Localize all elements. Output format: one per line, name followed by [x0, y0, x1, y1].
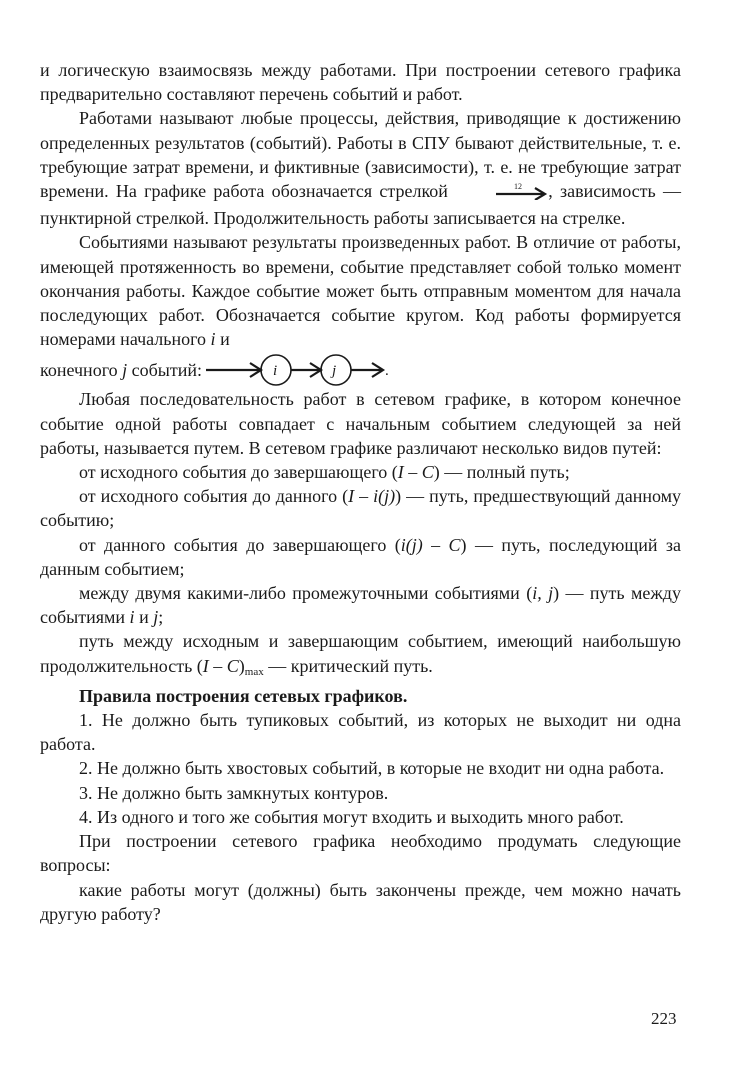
- var-i: i: [210, 329, 216, 350]
- formula-intermediate-path: i, j: [532, 583, 554, 604]
- chain-text-b: событий:: [131, 360, 203, 381]
- page-number: 223: [651, 1009, 677, 1028]
- body-text: [40, 58, 681, 926]
- rule-3: 3. Не должно быть замкнутых контуров.: [79, 782, 389, 803]
- path-intermediate: между двумя какими-либо промежуточными событиями (i, j) — путь между событиями i и j;: [40, 583, 681, 628]
- path-full: от исходного события до завершающего (I – C) — полный путь;: [79, 462, 570, 483]
- formula-critical-path: I – C: [202, 655, 239, 676]
- event-node-j-label: j: [332, 363, 337, 380]
- rule-1: 1. Не должно быть тупиковых событий, из которых не выходит ни одна работа.: [40, 710, 681, 755]
- path-following: от данного события до завершающего (i(j) – C) — путь, последующий за данным событием;: [40, 534, 681, 579]
- events-text: Событиями называют результаты произведенных работ. В отличие от работы, имеющей протяженность во времени, событие представляет собой только момент окончания работы. Каждое событие может быть отправным моментом для начала последующих работ. Обозначается событие кругом. Код работы формируется номерами начального: [40, 232, 681, 350]
- formula-full-path: I – C: [397, 462, 434, 483]
- chain-period: .: [385, 363, 389, 380]
- event-chain-line: [40, 353, 681, 387]
- question-1: какие работы могут (должны) быть закончены прежде, чем можно начать другую работу?: [40, 879, 681, 924]
- work-arrow-figure: [455, 182, 548, 206]
- rule-2: 2. Не должно быть хвостовых событий, в которые не входит ни одна работа.: [79, 758, 665, 779]
- path-critical: путь между исходным и завершающим событием, имеющий наибольшую продолжительность $(I - C)_{max}$ — критический путь.: [40, 631, 681, 678]
- paragraph-questions: При построении сетевого графика необходимо продумать следующие вопросы:: [40, 831, 681, 876]
- paragraph-continuation: и логическую взаимосвязь между работами. При построении сетевого графика предварительно составляют перечень событий и работ.: [40, 60, 681, 105]
- works-text-start: Работами называют любые процессы, действия, приводящие к достижению определенных результатов (событий). Работы в СПУ бывают действительные, т. е. требующие затрат времени, и фиктивные (зависимости), т. е. не требующие затрат времени. На графике работа обозначается стрелкой: [40, 108, 681, 202]
- paragraph-events-definition: [40, 230, 681, 351]
- paragraph-paths-definition: Любая последовательность работ в сетевом графике, в котором конечное событие одной работы совпадает с начальным событием следующей за ней работы, называется путем. В сетевом графике различают несколько видов путей:: [40, 389, 681, 458]
- formula-following-path: i(j) – C: [400, 534, 461, 555]
- path-preceding: от исходного события до данного (I – i(j)) — путь, предшествующий данному событию;: [40, 486, 682, 531]
- work-arrow-duration-label: 12: [514, 182, 523, 192]
- formula-preceding-path: I – i(j): [348, 486, 396, 507]
- conj-and: и: [220, 329, 230, 350]
- subscript-max: max: [244, 665, 264, 678]
- paragraph-works-definition: [40, 106, 681, 230]
- event-chain-figure: [206, 353, 392, 387]
- section-heading: Правила построения сетевых графиков.: [79, 685, 408, 706]
- var-j: j: [122, 360, 128, 381]
- event-node-i-label: i: [273, 363, 278, 380]
- chain-text-a: конечного: [40, 360, 118, 381]
- works-text-end: , зависимость — пунктирной стрелкой. Продолжительность работы записывается на стрелке.: [40, 181, 681, 229]
- rule-4: 4. Из одного и того же события могут входить и выходить много работ.: [79, 806, 624, 827]
